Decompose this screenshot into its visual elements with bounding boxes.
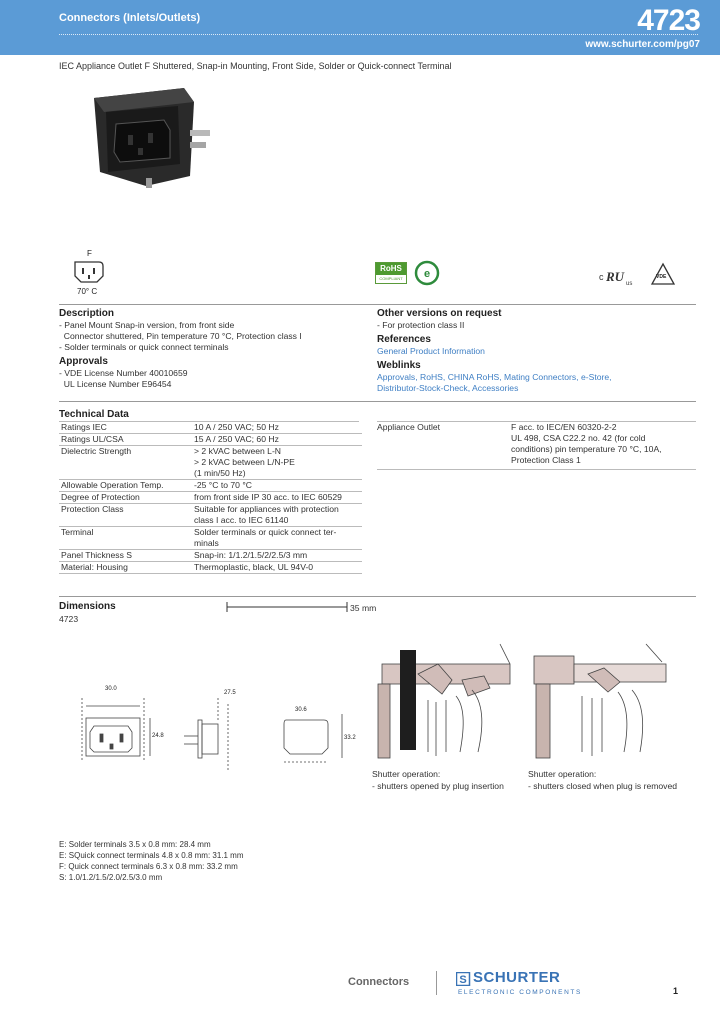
table-value: 10 A / 250 VAC; 50 Hz: [192, 422, 362, 434]
dimensions-model: 4723: [59, 614, 79, 624]
table-value: Snap-in: 1/1.2/1.5/2/2.5/3 mm: [192, 550, 362, 562]
svg-text:us: us: [626, 281, 633, 287]
table-bottom-rule: [377, 469, 696, 470]
table-value: > 2 kVAC between L-N > 2 kVAC between L/N-PE (1 min/50 Hz): [192, 446, 362, 480]
technical-data-title: Technical Data: [59, 409, 129, 420]
table-row: [59, 562, 362, 574]
technical-data-table: [59, 422, 362, 574]
product-number: 4723: [637, 4, 700, 37]
table-row: [59, 504, 362, 527]
table-key: Panel Thickness S: [59, 550, 192, 562]
shutter-caption: Shutter operation:: [528, 769, 597, 779]
table-value: Suitable for appliances with protection class I acc. to IEC 61140: [192, 504, 362, 527]
schurter-logo-icon: [456, 972, 472, 986]
dimension-drawing: [72, 690, 372, 780]
shutter-caption: Shutter operation:: [372, 769, 441, 779]
table-row: [59, 446, 362, 480]
table-value: Solder terminals or quick connect ter- minals: [192, 527, 362, 550]
table-key: Degree of Protection: [59, 492, 192, 504]
svg-text:c: c: [599, 272, 604, 282]
other-versions-title: Other versions on request: [377, 308, 502, 319]
dimension-label: 33.2: [344, 735, 356, 741]
table-key: Ratings IEC: [59, 422, 192, 434]
section-divider: [59, 304, 696, 305]
product-subtitle: IEC Appliance Outlet F Shuttered, Snap-in Mounting, Front Side, Solder or Quick-connect Terminal: [59, 61, 452, 71]
rohs-badge: [375, 262, 407, 284]
references-title: References: [377, 334, 431, 345]
table-row: [59, 480, 362, 492]
page-number: 1: [672, 986, 678, 996]
outlet-symbol-icon: [71, 258, 105, 284]
weblinks-line[interactable]: Distributor-Stock-Check, Accessories: [377, 383, 519, 393]
china-rohs-icon: [414, 260, 440, 286]
website-link[interactable]: www.schurter.com/pg07: [585, 39, 700, 50]
scale-bar: [226, 601, 350, 613]
table-row: [59, 527, 362, 550]
approvals-line: - VDE License Number 40010659: [59, 368, 188, 378]
table-row: [59, 550, 362, 562]
general-product-info-link[interactable]: General Product Information: [377, 346, 485, 356]
table-key: Dielectric Strength: [59, 446, 192, 480]
terminal-note: S: 1.0/1.2/1.5/2.0/2.5/3.0 mm: [59, 873, 163, 882]
symbol-letter: F: [87, 249, 92, 258]
shutter-caption: - shutters opened by plug insertion: [372, 781, 504, 791]
section-divider: [59, 401, 696, 402]
description-line: - Solder terminals or quick connect terminals: [59, 342, 229, 352]
table-value: Thermoplastic, black, UL 94V-0: [192, 562, 362, 574]
scale-bar-label: 35 mm: [350, 603, 377, 613]
dimension-label: 24.8: [152, 733, 164, 739]
shutter-open-section-drawing: [372, 640, 518, 766]
ul-recognized-icon: [598, 265, 636, 287]
shutter-caption: - shutters closed when plug is removed: [528, 781, 678, 791]
dimension-label: 30.6: [295, 707, 307, 713]
table-value: 15 A / 250 VAC; 60 Hz: [192, 434, 362, 446]
table-value: -25 °C to 70 °C: [192, 480, 362, 492]
header-divider: [59, 34, 698, 35]
footer-category: Connectors: [348, 976, 410, 988]
table-key: Allowable Operation Temp.: [59, 480, 192, 492]
appliance-outlet-value: F acc. to IEC/EN 60320-2-2 UL 498, CSA C22.2 no. 42 (for cold conditions) pin temperature 70 °C, 10A, Protection Class 1: [511, 422, 662, 465]
table-row: [59, 492, 362, 504]
section-divider: [59, 596, 696, 597]
terminal-note: E: SQuick connect terminals 4.8 x 0.8 mm: 31.1 mm: [59, 851, 244, 860]
header-bar: [0, 0, 720, 55]
description-line: - Panel Mount Snap-in version, from front side: [59, 320, 235, 330]
table-row: [59, 434, 362, 446]
dimension-label: 30.0: [105, 686, 117, 692]
svg-text:RU: RU: [606, 269, 625, 284]
dimension-label: 27.5: [224, 690, 236, 696]
terminal-note: E: Solder terminals 3.5 x 0.8 mm: 28.4 mm: [59, 840, 211, 849]
description-title: Description: [59, 308, 115, 319]
table-key: Terminal: [59, 527, 192, 550]
dimensions-title: Dimensions: [59, 601, 116, 612]
table-key: Protection Class: [59, 504, 192, 527]
other-versions-line: - For protection class II: [377, 320, 465, 330]
table-value: from front side IP 30 acc. to IEC 60529: [192, 492, 362, 504]
approvals-line: UL License Number E96454: [59, 379, 172, 389]
approvals-title: Approvals: [59, 356, 108, 367]
svg-text:e: e: [423, 268, 431, 280]
svg-text:S: S: [459, 974, 467, 986]
terminal-note: F: Quick connect terminals 6.3 x 0.8 mm: 33.2 mm: [59, 862, 238, 871]
table-key: Ratings UL/CSA: [59, 434, 192, 446]
weblinks-title: Weblinks: [377, 360, 421, 371]
product-photo: [86, 80, 216, 190]
category-title: Connectors (Inlets/Outlets): [59, 12, 201, 24]
weblinks-line[interactable]: Approvals, RoHS, CHINA RoHS, Mating Connectors, e-Store,: [377, 372, 612, 382]
symbol-temperature: 70° C: [77, 287, 98, 296]
table-row: [59, 422, 362, 434]
appliance-outlet-key: Appliance Outlet: [377, 422, 441, 432]
table-key: Material: Housing: [59, 562, 192, 574]
rohs-badge-subtitle: COMPLIANT: [379, 276, 403, 281]
rohs-badge-title: RoHS: [376, 263, 406, 275]
brand-tagline: ELECTRONIC COMPONENTS: [458, 989, 582, 996]
vde-mark-label: VDE: [656, 274, 667, 280]
brand-name: SCHURTER: [473, 969, 561, 986]
shutter-closed-section-drawing: [528, 640, 674, 766]
footer-divider: [436, 971, 437, 995]
description-line: Connector shuttered, Pin temperature 70 °C, Protection class I: [59, 331, 302, 341]
